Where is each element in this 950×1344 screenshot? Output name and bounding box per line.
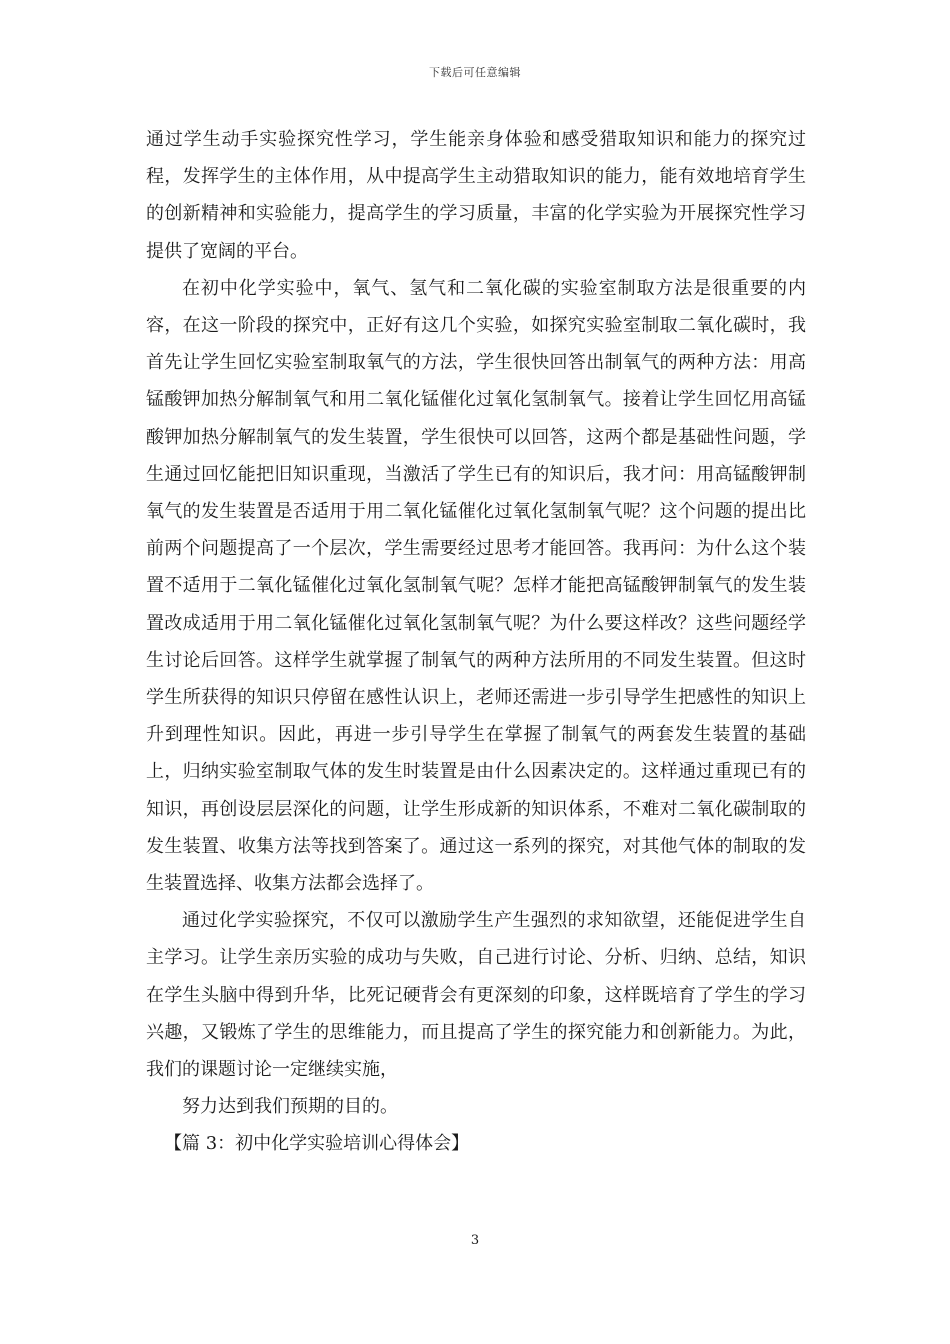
document-body xyxy=(146,121,806,1163)
paragraph-2: 在初中化学实验中，氧气、氢气和二氧化碳的实验室制取方法是很重要的内容，在这一阶段的探究中，正好有这几个实验，如探究实验室制取二氧化碳时，我首先让学生回忆实验室制取氧气的方法，学生很快回答出制氧气的两种方法：用高锰酸钾加热分解制氧气和用二氧化锰催化过氧化氢制氧气。接着让学生回忆用高锰酸钾加热分解制氧气的发生装置，学生很快可以回答，这两个都是基础性问题，学生通过回忆能把旧知识重现，当激活了学生已有的知识后，我才问：用高锰酸钾制氧气的发生装置是否适用于用二氧化锰催化过氧化氢制氧气呢？这个问题的提出比前两个问题提高了一个层次，学生需要经过思考才能回答。我再问：为什么这个装置不适用于二氧化锰催化过氧化氢制氧气呢？怎样才能把高锰酸钾制氧气的发生装置改成适用于用二氧化锰催化过氧化氢制氧气呢？为什么要这样改？这些问题经学生讨论后回答。这样学生就掌握了制氧气的两种方法所用的不同发生装置。但这时学生所获得的知识只停留在感性认识上，老师还需进一步引导学生把感性的知识上升到理性知识。因此，再进一步引导学生在掌握了制氧气的两套发生装置的基础上，归纳实验室制取气体的发生时装置是由什么因素决定的。这样通过重现已有的知识，再创设层层深化的问题，让学生形成新的知识体系，不难对二氧化碳制取的发生装置、收集方法等找到答案了。通过这一系列的探究，对其他气体的制取的发生装置选择、收集方法都会选择了。 xyxy=(146,277,806,895)
paragraph-1: 通过学生动手实验探究性学习，学生能亲身体验和感受猎取知识和能力的探究过程，发挥学生的主体作用，从中提高学生主动猎取知识的能力，能有效地培育学生的创新精神和实验能力，提高学生的学习质量，丰富的化学实验为开展探究性学习提供了宽阔的平台。 xyxy=(146,129,806,262)
page-header: 下载后可任意编辑 xyxy=(429,66,521,79)
page-number: 3 xyxy=(470,1233,480,1248)
section-heading: 【篇 3：初中化学实验培训心得体会】 xyxy=(164,1133,470,1155)
paragraph-4: 努力达到我们预期的目的。 xyxy=(182,1096,398,1118)
paragraph-3: 通过化学实验探究，不仅可以激励学生产生强烈的求知欲望，还能促进学生自主学习。让学生亲历实验的成功与失败，自己进行讨论、分析、归纳、总结，知识在学生头脑中得到升华，比死记硬背会有更深刻的印象，这样既培育了学生的学习兴趣，又锻炼了学生的思维能力，而且提高了学生的探究能力和创新能力。为此，我们的课题讨论一定继续实施， xyxy=(146,910,806,1081)
